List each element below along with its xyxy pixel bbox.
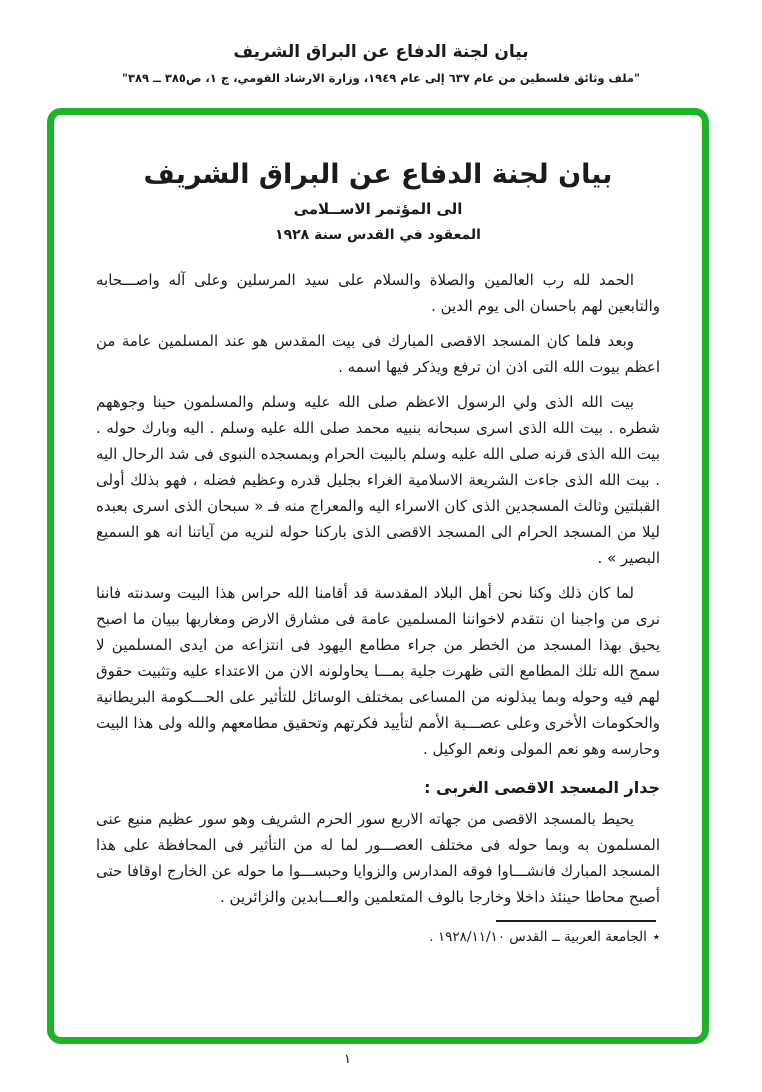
footnote-text-line (96, 929, 660, 945)
page-header (0, 0, 762, 85)
document-subtitle-venue: المعقود في القدس سنة ١٩٢٨ (275, 227, 481, 243)
document-green-frame (47, 108, 709, 1044)
paragraph-mosque-status: وبعد فلما كان المسجد الاقصى المبارك فى بيت المقدس هو عند المسلمين عامة من اعظم بيوت الله التى اذن ان ترفع ويذكر فيها اسمه . (96, 332, 660, 376)
paragraph-house-of-god: بيت الله الذى ولي الرسول الاعظم صلى الله عليه وسلم والمسلمون حينا وجوههم شطره . بيت الله الذى اسرى سبحانه بنبيه محمد صلى الله عليه وسلم . اليه وبارك حوله . بيت الله الذى قرنه صلى الله عليه وسلم بالبيت الحرام وبمسجده النبوى فى شد الرحال اليه . بيت الله الذى جاءت الشريعة الاسلامية الغراء بجليل قدره وعظيم فضله ، فهو بذلك أولى القبلتين وثالث المسجدين الذى كان الاسراء اليه والمعراج منه فـ « سبحان الذى اسرى بعبده ليلا من المسجد الحرام الى المسجد الاقصى الذى باركنا حوله لنريه من آياتنا انه هو السميع البصير » . (96, 393, 660, 567)
footnote-separator-rule (496, 920, 656, 922)
document-body (54, 115, 702, 945)
paragraph-basmala-praise: الحمد لله رب العالمين والصلاة والسلام على سيد المرسلين وعلى آله واصـــحابه والتابعين لهم باحسان الى يوم الدين . (96, 271, 660, 315)
paragraph-western-wall: يحيط بالمسجد الاقصى من جهاته الاربع سور الحرم الشريف وهو سور عظيم منيع عنى المسلمون به وبما حوله فى مختلف العصـــور لما له من التأثير فى المحافظة على هذا المسجد المبارك فانشـــاوا فوقه المدارس والزوايا وحبســـوا ما حوله عن الخارج اوقافا حتى أصبح محاطا حينئذ داخلا وخارجا بالوف المتعلمين والعـــابدين والزائرين . (96, 810, 660, 906)
header-source-citation: "ملف وثائق فلسطين من عام ٦٣٧ إلى عام ١٩٤٩، وزارة الارشاد القومي، ج ١، ص٣٨٥ ــ ٣٨٩" (121, 71, 641, 85)
document-title: بيان لجنة الدفاع عن البراق الشريف (143, 159, 613, 190)
document-subtitle-addressee: الى المؤتمر الاســلامى (293, 200, 463, 218)
page-number: ١ (344, 1052, 351, 1067)
header-title: بيان لجنة الدفاع عن البراق الشريف (233, 42, 529, 62)
paragraph-warning-statement: لما كان ذلك وكنا نحن أهل البلاد المقدسة قد أقامنا الله حراس هذا البيت وسدنته فاننا نرى من واجبنا ان نتقدم لاخواننا المسلمين عامة فى مشارق الارض ومغاربها ببيان ما اصبح يحيق بهذا المسجد من الخطر من جراء مطامع اليهود فى انتزاعه من ايدى المسلمين لا سمح الله تلك المطامع التى ظهرت جلية بمـــا يحاولونه الان من الاعتداء عليه وتثبيت حقوق لهم فيه وحوله وبما يبذلونه من المساعى بمختلف الوسائل للتأثير على الحـــكومة البريطانية والحكومات الأخرى وعلى عصـــبة الأمم لتأييد فكرتهم وتحقيق مطامعهم والله ولى هذا البيت وحارسه وهو نعم المولى ونعم الوكيل . (96, 584, 660, 758)
footnote (96, 920, 660, 945)
footnote-asterisk-marker: ٭ (652, 930, 660, 945)
section-heading-western-wall: جدار المسجد الاقصى الغربى : (424, 778, 660, 797)
footnote-text: الجامعة العربية ــ القدس ١٩٢٨/١١/١٠ . (429, 929, 647, 945)
